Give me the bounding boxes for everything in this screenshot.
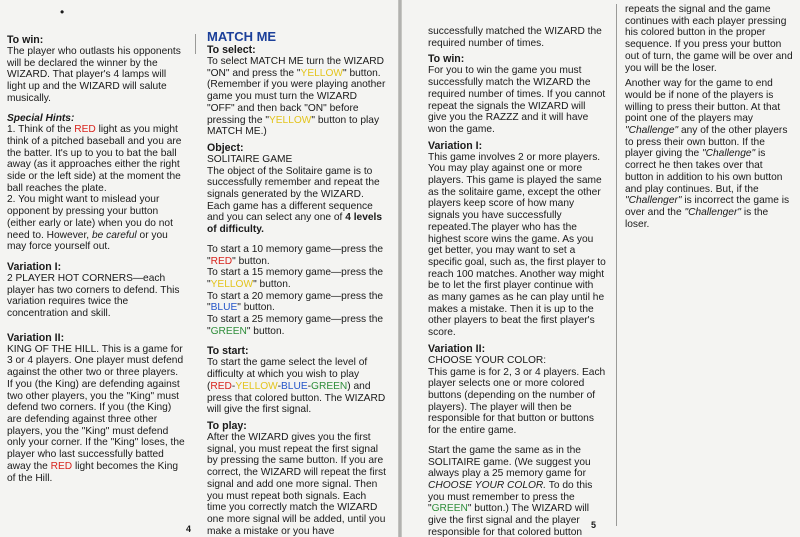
to-win-text: The player who outlasts his opponents will be declared the winner by the WIZARD. That player's 4 lamps will light up and the WIZARD will salute musically. xyxy=(7,46,181,104)
object-text: The object of the Solitaire game is to successfully remember and repeat the signals generated by the WIZARD. Each game has a different sequence and you can select any one of 4 levels of difficulty. xyxy=(207,165,383,236)
to-win-heading-2: To win: xyxy=(428,53,465,66)
to-start-heading: To start: xyxy=(207,345,249,358)
page-number-left: 4 xyxy=(186,524,192,534)
choose-your-color-subheading: CHOOSE YOUR COLOR: xyxy=(428,354,547,366)
start-game-text: Start the game the same as in the SOLITAIRE game. (We suggest you always play a 25 memory game for CHOOSE YOUR COLOR. To do this you must remember to press the "GREEN" button.) The WIZARD will give the first signal and the player responsible for that colored button xyxy=(428,444,593,537)
left-column-2 xyxy=(207,30,387,537)
right-column-1 xyxy=(428,26,606,537)
special-hints-heading: Special Hints: xyxy=(7,112,75,124)
variation-1-text: 2 PLAYER HOT CORNERS—each player has two corners to defend. This variation requires twice the concentration and skill. xyxy=(7,272,180,320)
to-start-text: To start the game select the level of difficulty at which you wish to play (RED-YELLOW-BLUE-GREEN) and press that colored button. The WIZARD will give the first signal. xyxy=(207,357,386,416)
hint-1: 1. Think of the RED light as you might think of a pitched baseball and you are the batter. It's up to you to bat the ball away (as it approaches either the right side or the left side) at the moment the ball reaches the plate. xyxy=(7,124,182,194)
variation-2-text: KING OF THE HILL. This is a game for 3 or 4 players. One player must defend against the other two or three players. If you (the King) are defending against two other players, you the "King" must defend two corners. If you (the King) are defending against three other players, you the "King" must defend only your corner. If the "King" loses, the player who last successfully batted away the RED light becomes the King of the Hill. xyxy=(7,343,185,484)
match-me-heading: MATCH ME xyxy=(207,29,277,44)
to-play-text: After the WIZARD gives you the first signal, you must repeat the first signal by pressing the same button. If you are correct, the WIZARD will repeat the first signal and add one more signal. Then you must repeat both signals. Each time you correctly match the WIZARD one more signal will be added, until you make a mistake or you have xyxy=(207,431,386,537)
to-win-text-2: For you to win the game you must successfully match the WIZARD the required number of times. If you cannot repeat the signals the WIZARD will give you the RAZZZ and it will have won the game. xyxy=(428,65,606,135)
right-column-2 xyxy=(625,4,793,230)
variation-2-text-2: This game is for 2, 3 or 4 players. Each player selects one or more colored buttons (depending on the number of players). The player will then be responsible for that button or buttons for the entire game. xyxy=(428,366,606,437)
variation-2-heading-2: Variation II: xyxy=(428,342,486,355)
challenge-paragraph: Another way for the game to end would be if none of the players is willing to press their button. At that point one of the players may "Challenge" any of the other players to press their own button. If the player giving the "Challenge" is correct he then takes over that button in addition to his own button and play continues. But, if the "Challenger" is incorrect the game is over and the "Challenger" is the loser. xyxy=(625,78,790,230)
continued-paragraph: repeats the signal and the game continues with each player pressing his colored button in the proper sequence. If you press your button out of turn, the game will be over and you will be the loser. xyxy=(625,4,793,74)
level-25-text: To start a 25 memory game—press the "GREEN" button. xyxy=(207,314,384,337)
level-10-text: To start a 10 memory game—press the "RED" button. xyxy=(207,243,384,267)
to-select-text: To select MATCH ME turn the WIZARD "ON" and press the "YELLOW" button. (Remember if you were playing another game you must turn the WIZARD "OFF" and then back "ON" before pressing the "YELLOW" button to play MATCH ME.) xyxy=(207,56,386,138)
to-select-heading: To select: xyxy=(207,44,256,56)
level-15-text: To start a 15 memory game—press the "YELLOW" button. xyxy=(207,267,384,290)
variation-1-heading: Variation I: xyxy=(7,260,62,273)
variation-1-text-2: This game involves 2 or more players. You may play against one or more players. This game is played the same as the solitaire game, except the other players keep score of how many signals you have successfully repeated.The player who has the highest score wins the game. As you get better, you may want to set a specific goal, such as, the first player to reach 100 matches. Another way might be to let the first player continue with as many games as he can play until he makes a mistake. Then it is up to the other players to beat the first player's score. xyxy=(428,151,606,339)
variation-2-heading: Variation II: xyxy=(7,331,65,344)
right-page xyxy=(402,0,800,537)
page-mark-dot: • xyxy=(60,5,65,19)
object-subheading: SOLITAIRE GAME xyxy=(207,153,293,165)
hint-2: 2. You might want to mislead your opponent by pressing your button (either early or late) when you do not need to. However, be careful or you may force yourself out. xyxy=(7,194,173,253)
continued-text: successfully matched the WIZARD the required number of times. xyxy=(428,26,602,49)
level-20-text: To start a 20 memory game—press the "BLUE" button. xyxy=(207,290,384,314)
left-column-1 xyxy=(7,34,185,484)
variation-1-heading-2: Variation I: xyxy=(428,139,483,152)
to-win-heading: To win: xyxy=(7,34,44,46)
object-heading: Object: xyxy=(207,141,244,154)
page-number-right: 5 xyxy=(591,520,597,530)
column-rule xyxy=(195,34,196,54)
left-page xyxy=(0,0,398,537)
to-play-heading: To play: xyxy=(207,419,247,432)
column-rule-right xyxy=(616,4,617,526)
